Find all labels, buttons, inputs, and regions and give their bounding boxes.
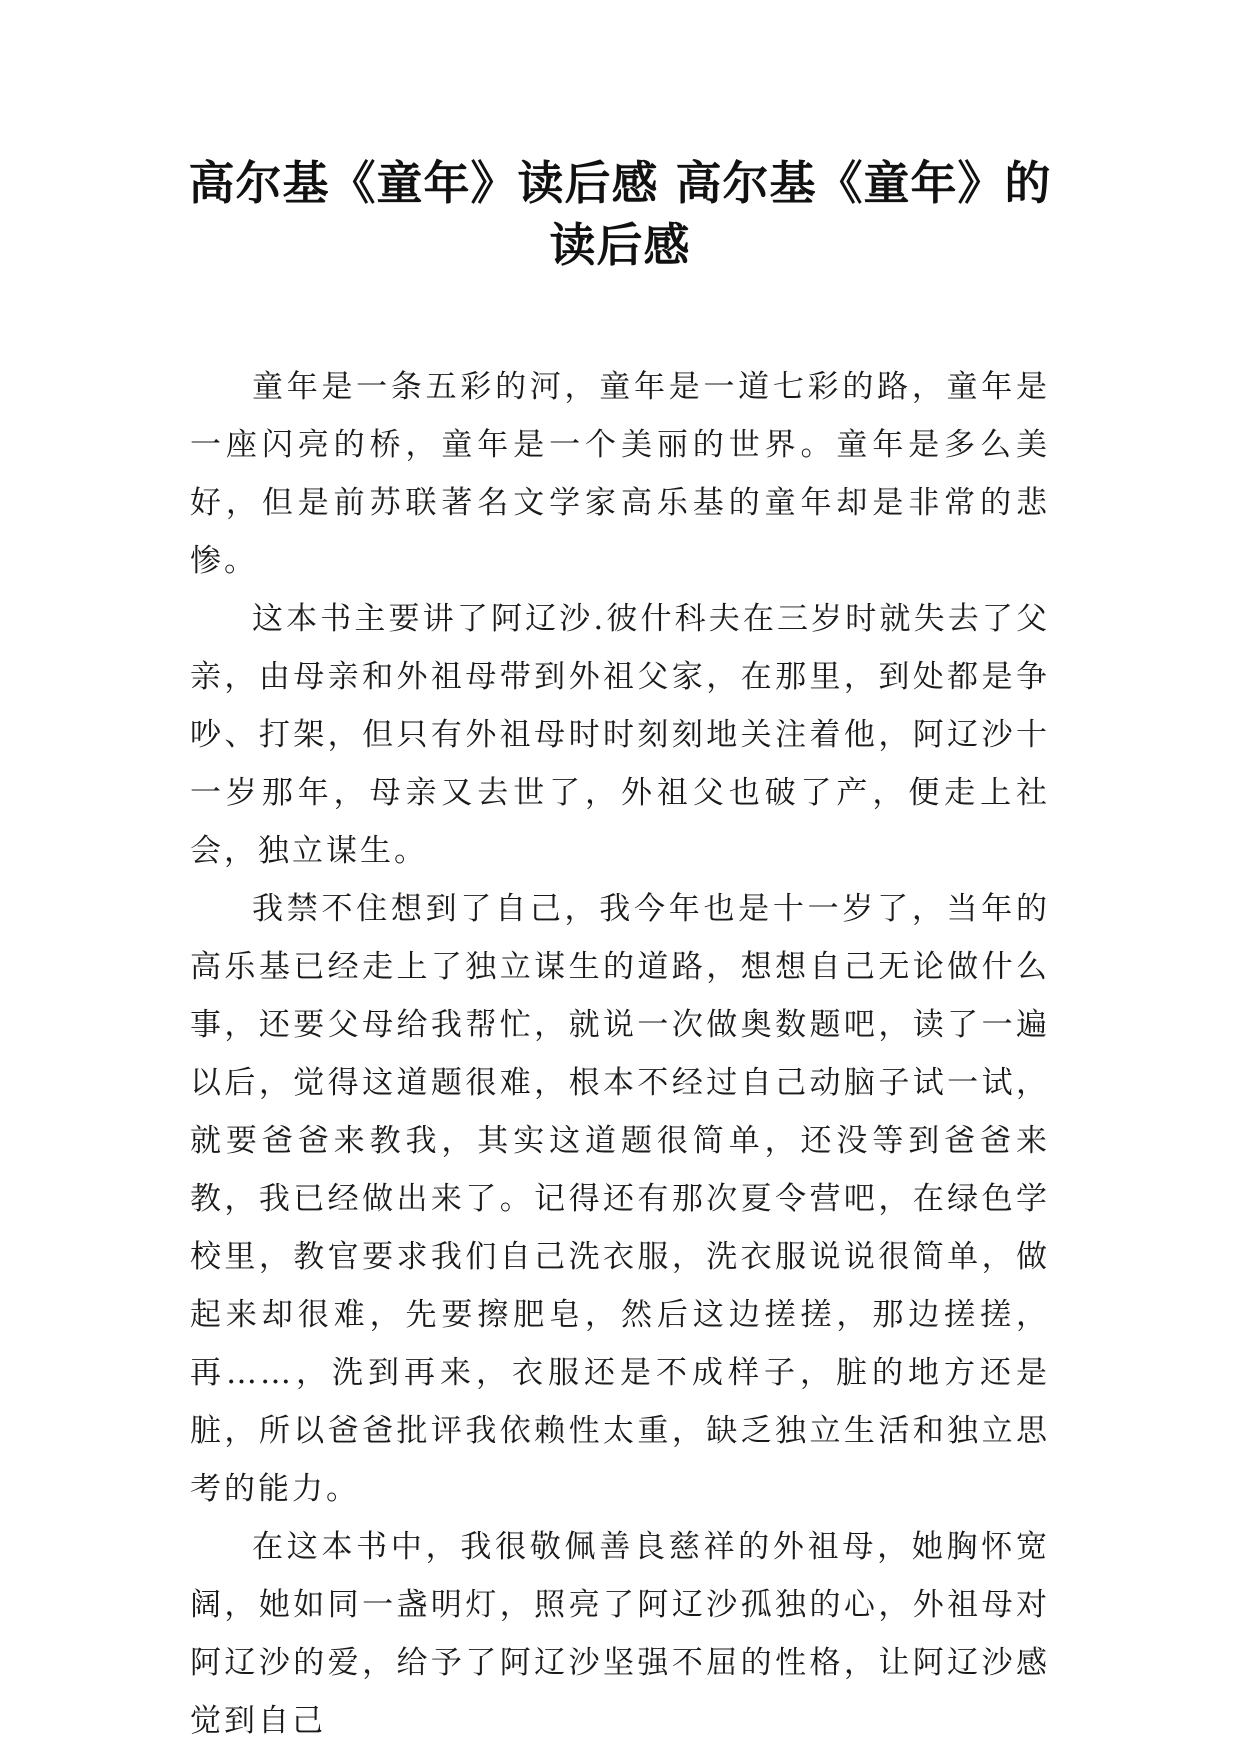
document-body (190, 358, 1050, 1750)
paragraph-3: 我禁不住想到了自己，我今年也是十一岁了，当年的高乐基已经走上了独立谋生的道路，想想自己无论做什么事，还要父母给我帮忙，就说一次做奥数题吧，读了一遍以后，觉得这道题很难，根本不经过自己动脑子试一试，就要爸爸来教我，其实这道题很简单，还没等到爸爸来教，我已经做出来了。记得还有那次夏令营吧，在绿色学校里，教官要求我们自己洗衣服，洗衣服说说很简单，做起来却很难，先要擦肥皂，然后这边搓搓，那边搓搓，再……，洗到再来，衣服还是不成样子，脏的地方还是脏，所以爸爸批评我依赖性太重，缺乏独立生活和独立思考的能力。 (190, 891, 1050, 1507)
document-title: 高尔基《童年》读后感 高尔基《童年》的读后感 (188, 156, 1052, 272)
paragraph-2: 这本书主要讲了阿辽沙.彼什科夫在三岁时就失去了父亲，由母亲和外祖母带到外祖父家，在那里，到处都是争吵、打架，但只有外祖母时时刻刻地关注着他，阿辽沙十一岁那年，母亲又去世了，外祖父也破了产，便走上社会，独立谋生。 (190, 601, 1050, 869)
paragraph-1: 童年是一条五彩的河，童年是一道七彩的路，童年是一座闪亮的桥，童年是一个美丽的世界。童年是多么美好，但是前苏联著名文学家高乐基的童年却是非常的悲惨。 (190, 369, 1050, 579)
paragraph-4: 在这本书中，我很敬佩善良慈祥的外祖母，她胸怀宽阔，她如同一盏明灯，照亮了阿辽沙孤独的心，外祖母对阿辽沙的爱，给予了阿辽沙坚强不屈的性格，让阿辽沙感觉到自己 (190, 1529, 1050, 1739)
